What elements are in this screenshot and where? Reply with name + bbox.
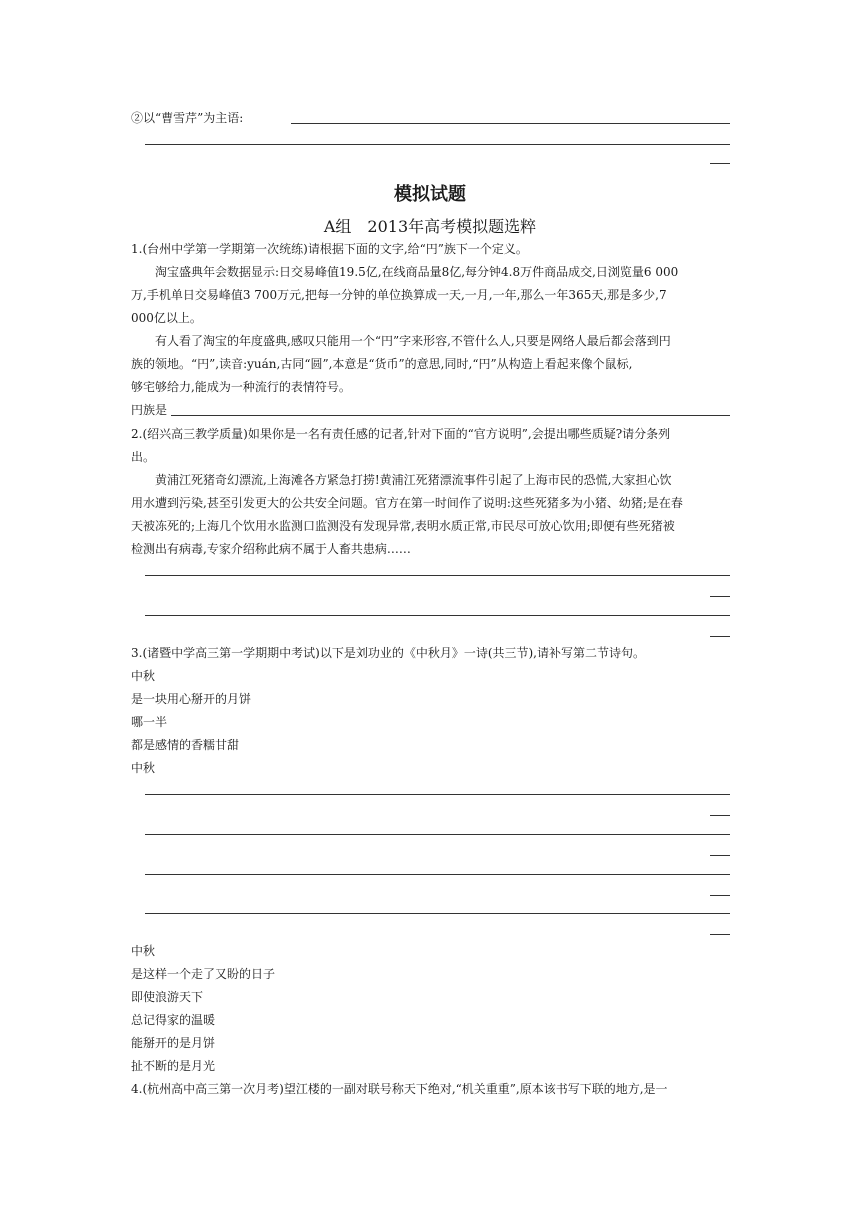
q1-answer-label: 円族是 xyxy=(131,403,168,417)
q1-paragraph-line: 000亿以上。 xyxy=(131,311,202,325)
question-2-stem: 出。 xyxy=(131,450,156,464)
q3-answer-line[interactable] xyxy=(145,834,730,835)
q1-paragraph-line: 淘宝盛典年会数据显示:日交易峰值19.5亿,在线商品量8亿,每分钟4.8万件商品成交,日浏览量6 000 xyxy=(155,265,679,279)
q2-passage-line: 天被冻死的;上海几个饮用水监测口监测没有发现异常,表明水质正常,市民尽可放心饮用;即便有些死猪被 xyxy=(131,519,675,533)
section-title: 模拟试题 xyxy=(394,184,466,205)
poem-line: 中秋 xyxy=(131,944,156,958)
poem-line: 哪一半 xyxy=(131,715,168,729)
poem-line: 能掰开的是月饼 xyxy=(131,1036,216,1050)
poem-line: 都是感情的香糯甘甜 xyxy=(131,738,240,752)
answer-line-end xyxy=(710,815,730,816)
poem-line: 扯不断的是月光 xyxy=(131,1059,216,1073)
q1-paragraph-line: 族的领地。“円”,读音:yuán,古同“圆”,本意是“货币”的意思,同时,“円”从构造上看起来像个鼠标, xyxy=(131,357,633,371)
q2-passage-line: 用水遭到污染,甚至引发更大的公共安全问题。官方在第一时间作了说明:这些死猪多为小猪、幼猪;是在春 xyxy=(131,496,683,510)
q1-paragraph-line: 万,手机单日交易峰值3 700万元,把每一分钟的单位换算成一天,一月,一年,那么一年365天,那是多少,7 xyxy=(131,288,667,302)
q2-passage-line: 检测出有病毒,专家介绍称此病不属于人畜共患病…… xyxy=(131,542,411,556)
question-4-stem: 4.(杭州高中高三第一次月考)望江楼的一副对联号称天下绝对,“机关重重”,原本该书写下联的地方,是一 xyxy=(131,1082,668,1096)
q1-answer-line[interactable] xyxy=(171,415,730,416)
answer-line xyxy=(291,123,730,124)
q2-answer-line[interactable] xyxy=(145,615,730,616)
q3-answer-line[interactable] xyxy=(145,794,730,795)
poem-line: 是这样一个走了又盼的日子 xyxy=(131,967,276,981)
poem-line: 中秋 xyxy=(131,669,156,683)
poem-line: 即使浪游天下 xyxy=(131,990,204,1004)
q1-paragraph-line: 有人看了淘宝的年度盛典,感叹只能用一个“円”字来形容,不管什么人,只要是网络人最后都会落到円 xyxy=(155,334,671,348)
answer-line xyxy=(145,144,730,145)
answer-line-end xyxy=(710,596,730,597)
q2-passage-line: 黄浦江死猪奇幻漂流,上海滩各方紧急打捞!黄浦江死猪漂流事件引起了上海市民的恐慌,大家担心饮 xyxy=(155,473,672,487)
q2-answer-line[interactable] xyxy=(145,575,730,576)
q1-paragraph-line: 够宅够给力,能成为一种流行的表情符号。 xyxy=(131,380,351,394)
poem-line: 是一块用心掰开的月饼 xyxy=(131,692,252,706)
q3-answer-line[interactable] xyxy=(145,874,730,875)
section-subtitle: A组 2013年高考模拟题选粹 xyxy=(323,217,537,236)
poem-line: 中秋 xyxy=(131,761,156,775)
answer-line-end xyxy=(710,895,730,896)
answer-line-end xyxy=(710,636,730,637)
answer-line-end xyxy=(710,855,730,856)
q3-answer-line[interactable] xyxy=(145,913,730,914)
answer-line-end xyxy=(710,934,730,935)
question-3-stem: 3.(诸暨中学高三第一学期期中考试)以下是刘功业的《中秋月》一诗(共三节),请补写第二节诗句。 xyxy=(131,646,645,660)
answer-line-end xyxy=(710,163,730,164)
question-1-stem: 1.(台州中学第一学期第一次统练)请根据下面的文字,给“円”族下一个定义。 xyxy=(131,242,528,256)
poem-line: 总记得家的温暖 xyxy=(131,1013,216,1027)
question-2-stem: 2.(绍兴高三教学质量)如果你是一名有责任感的记者,针对下面的“官方说明”,会提出哪些质疑?请分条列 xyxy=(131,427,671,441)
prev-item-label: ②以“曹雪芹”为主语: xyxy=(131,111,244,125)
